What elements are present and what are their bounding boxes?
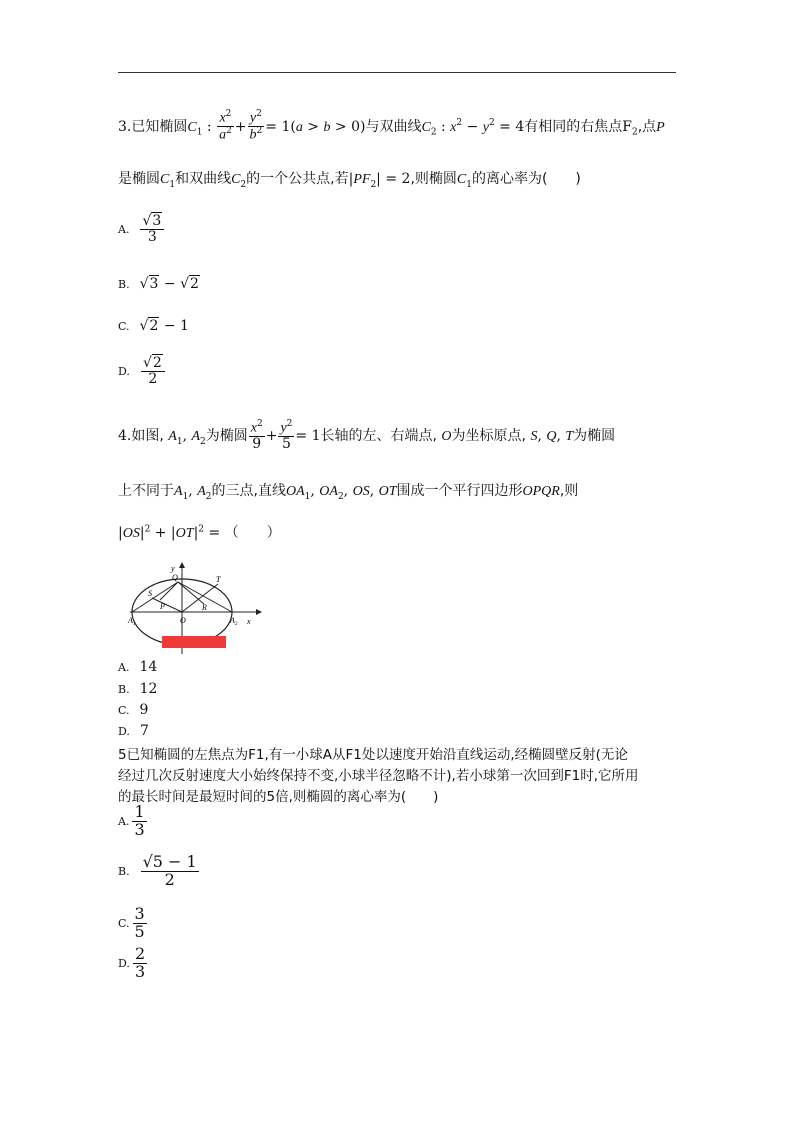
label-T: T (216, 575, 221, 584)
q3-line1: 3.已知椭圆$C_1$ : $\frac{x^2}{a^2}$ + $\frac{y^2}{b^2}$ = 1(a > b > 0)与双曲线$C_2$ : $x^2 - y^2 = 4$有相同的右焦点$F_2$,点P (118, 109, 665, 143)
q4-option-c[interactable]: C. 9 (118, 702, 149, 718)
q3-option-c[interactable]: C. √2 − 1 (118, 318, 189, 334)
line-OS (152, 598, 182, 612)
q3-number: 3. (118, 118, 132, 135)
q4-option-a[interactable]: A. 14 (118, 659, 158, 675)
q3-frac-x: $\frac{x^2}{a^2}$ (219, 109, 232, 143)
q5-option-c[interactable]: C. $\frac{3}{5}$ (118, 904, 145, 941)
q4-line1: 4.如图, $A_1$, $A_2$为椭圆 $\frac{x^2}{9}$ + $\frac{y^2}{5}$ = 1长轴的左、右端点, O为坐标原点, S, Q, T为椭圆 (118, 419, 616, 453)
q4-line3: $|OS|^2 + |OT|^2$ = （ ） (118, 524, 281, 541)
q4-line2: 上不同于$A_1$, $A_2$的三点,直线$OA_1$, $OA_2$, OS, OT围成一个平行四边形OPQR,则 (118, 483, 579, 502)
q4-option-d[interactable]: D. 7 (118, 723, 149, 739)
q4-option-b[interactable]: B. 12 (118, 681, 158, 697)
q5-option-d[interactable]: D. $\frac{2}{3}$ (118, 944, 146, 981)
line-A1Q (132, 582, 178, 612)
label-Q: Q (172, 573, 178, 582)
line-PQ (160, 582, 178, 600)
label-A1: $A_1$ (128, 616, 136, 627)
label-A2: $A_2$ (230, 616, 238, 627)
label-R: R (202, 603, 207, 612)
label-P: P (160, 602, 165, 611)
label-y: y (171, 564, 175, 573)
header-rule (118, 72, 676, 73)
q5-line1: 5已知椭圆的左焦点为F1,有一小球A从F1处以速度开始沿直线运动,经椭圆壁反射(无论 (118, 747, 628, 763)
q3-option-b[interactable]: B. √3 − √2 (118, 276, 199, 292)
q5-option-a[interactable]: A. $\frac{1}{3}$ (118, 802, 145, 839)
q3-frac-y: $\frac{y^2}{b^2}$ (249, 109, 263, 143)
q3-option-a[interactable]: A. $\frac{√3}{3}$ (118, 214, 165, 244)
label-x: x (247, 617, 251, 626)
y-arrow (179, 562, 185, 568)
label-S: S (148, 589, 152, 598)
q5-line3: 的最长时间是最短时间的5倍,则椭圆的离心率为( ) (118, 789, 439, 805)
q3-line2: 是椭圆$C_1$和双曲线$C_2$的一个公共点,若$|PF_2| = 2$,则椭圆$C_1$的离心率为( ) (118, 171, 581, 190)
q3-option-d[interactable]: D. $\frac{√2}{2}$ (118, 356, 166, 386)
line-OT (182, 584, 218, 612)
q5-option-b[interactable]: B. $\frac{√5 - 1}{2}$ (118, 852, 197, 889)
x-arrow (256, 609, 262, 615)
q5-line2: 经过几次反射速度大小始终保持不变,小球半径忽略不计),若小球第一次回到F1时,它所用 (118, 768, 639, 784)
label-O: O (180, 616, 186, 625)
redaction-bar (162, 636, 226, 648)
